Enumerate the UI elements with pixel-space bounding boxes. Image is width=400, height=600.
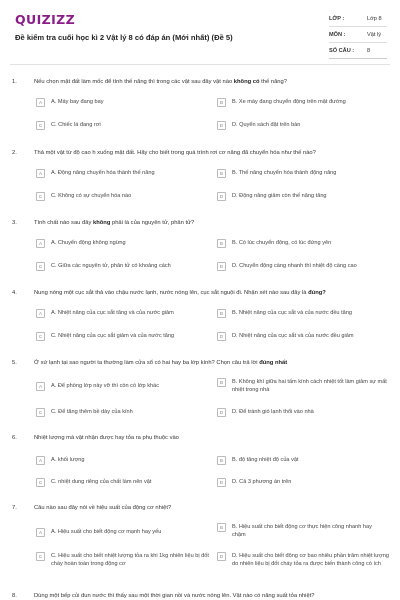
question-number: 3. — [12, 220, 17, 226]
option-letter-badge: B — [217, 309, 226, 318]
option-text: C. Chiếc lá đang rơi — [51, 122, 101, 128]
option-a[interactable] — [36, 170, 196, 178]
option-letter-badge: D — [217, 192, 226, 201]
option-letter-badge: D — [217, 552, 226, 561]
option-text: C. Giữa các nguyên tử, phân tử có khoảng cách — [51, 263, 171, 269]
option-text: B. Xe máy đang chuyển động trên mặt đường — [232, 99, 346, 105]
option-b[interactable] — [217, 240, 387, 248]
question-number: 2. — [12, 150, 17, 156]
question-number: 6. — [12, 435, 17, 441]
option-letter-badge: D — [217, 478, 226, 487]
option-letter-badge: C — [36, 192, 45, 201]
option-letter-badge: C — [36, 478, 45, 487]
option-letter-badge: C — [36, 408, 45, 417]
option-letter-badge: D — [217, 332, 226, 341]
option-text: A. Nhiệt năng của cục sắt tăng và của nước giảm — [51, 310, 174, 316]
option-text: A. Động năng chuyển hóa thành thế năng — [51, 170, 155, 176]
option-letter-badge: A — [36, 382, 45, 391]
option-d[interactable] — [217, 409, 389, 417]
option-text: A. Hiệu suất cho biết động cơ mạnh hay yếu — [51, 529, 162, 535]
option-b[interactable] — [217, 310, 392, 318]
question-text: Nếu chọn mặt đất làm mốc để tính thế năng thì trong các vật sau đây vật nào không có thế năng? — [34, 79, 287, 85]
question-number: 8. — [12, 593, 17, 599]
option-letter-badge: B — [217, 169, 226, 178]
option-letter-badge: D — [217, 262, 226, 271]
question-text: Nhiệt lượng mà vật nhận được hay tỏa ra phụ thuộc vào — [34, 435, 179, 441]
option-c[interactable] — [36, 263, 201, 271]
option-letter-badge: B — [217, 523, 226, 532]
option-b[interactable] — [217, 99, 387, 107]
option-text: D. Động năng giảm còn thế năng tăng — [232, 193, 327, 199]
option-c[interactable] — [36, 122, 196, 130]
option-b[interactable] — [217, 379, 389, 394]
option-text: B. Hiệu suất cho biết động cơ thực hiện công nhanh hay chậm — [232, 524, 372, 538]
option-letter-badge: C — [36, 121, 45, 130]
option-d[interactable] — [217, 479, 389, 487]
question-text: Câu nào sau đây nói về hiệu suất của động cơ nhiệt? — [34, 505, 172, 511]
option-letter-badge: C — [36, 332, 45, 341]
option-d[interactable] — [217, 553, 389, 568]
option-letter-badge: B — [217, 456, 226, 465]
option-text: C. Không có sự chuyển hóa nào — [51, 193, 132, 199]
question-number: 1. — [12, 79, 17, 85]
option-text: A. khối lượng — [51, 457, 85, 463]
meta-value: Lớp 8 — [367, 15, 382, 22]
option-text: A. Máy bay đang bay — [51, 99, 104, 105]
option-letter-badge: B — [217, 98, 226, 107]
header-divider — [10, 64, 390, 65]
option-c[interactable] — [36, 193, 196, 201]
question-text: Nung nóng một cục sắt thả vào chậu nước lạnh, nước nóng lên, cục sắt nguội đi. Nhận xét nào sau đây là đúng? — [34, 290, 326, 296]
quizizz-logo: QUIZIZZ — [15, 12, 76, 27]
option-a[interactable] — [36, 310, 206, 318]
option-letter-badge: A — [36, 456, 45, 465]
option-b[interactable] — [217, 457, 389, 465]
meta-value: Vật lý — [367, 31, 381, 38]
option-text: D. Cả 3 phương án trên — [232, 479, 292, 485]
option-text: D. Chuyển động càng nhanh thì nhiệt độ càng cao — [232, 263, 357, 269]
option-text: C. Để tăng thêm bề dày của kính — [51, 409, 133, 415]
option-text: C. Nhiệt năng của cục sắt giảm và của nước tăng — [51, 333, 175, 339]
question-number: 5. — [12, 360, 17, 366]
meta-row-count — [329, 43, 387, 59]
meta-label: SỐ CÂU : — [329, 47, 355, 54]
option-a[interactable] — [36, 383, 201, 391]
option-text: D. Để tránh gió lạnh thổi vào nhà — [232, 409, 314, 415]
option-text: C. nhiệt dung riêng của chất làm nên vật — [51, 479, 152, 485]
option-letter-badge: D — [217, 408, 226, 417]
option-text: A. Chuyển động không ngừng — [51, 240, 126, 246]
option-text: D. Quyển sách đặt trên bàn — [232, 122, 301, 128]
option-letter-badge: A — [36, 98, 45, 107]
question-number: 7. — [12, 505, 17, 511]
option-a[interactable] — [36, 529, 201, 537]
meta-value: 8 — [367, 47, 371, 54]
option-d[interactable] — [217, 122, 387, 130]
option-letter-badge: A — [36, 239, 45, 248]
option-text: B. Thế năng chuyển hóa thành động năng — [232, 170, 337, 176]
question-text: Dùng một bếp củi đun nước thì thấy sau một thời gian nồi và nước nóng lên. Vật nào có năng suất tỏa nhiệt? — [34, 593, 315, 599]
meta-label: LỚP : — [329, 15, 345, 22]
option-letter-badge: A — [36, 169, 45, 178]
question-text: Ở xứ lạnh tại sao người ta thường làm cửa sổ có hai hay ba lớp kính? Chọn câu trả lời đúng nhất — [34, 360, 288, 366]
option-d[interactable] — [217, 263, 392, 271]
meta-row-subject — [329, 27, 387, 43]
option-d[interactable] — [217, 333, 392, 341]
meta-row-class — [329, 11, 387, 27]
option-letter-badge: C — [36, 262, 45, 271]
option-b[interactable] — [217, 524, 387, 539]
page-header — [0, 0, 400, 62]
option-c[interactable] — [36, 479, 201, 487]
question-text: Thả một vật từ độ cao h xuống mặt đất. Hãy cho biết trong quá trình rơi cơ năng đã chuyển hóa như thế nào? — [34, 150, 316, 156]
option-text: A. Để phòng lớp này vỡ thì còn có lớp khác — [51, 383, 160, 389]
option-c[interactable] — [36, 409, 201, 417]
option-text: B. Nhiệt năng của cục sắt và của nước đều tăng — [232, 310, 352, 316]
option-letter-badge: B — [217, 378, 226, 387]
option-a[interactable] — [36, 457, 201, 465]
option-b[interactable] — [217, 170, 387, 178]
meta-label: MÔN : — [329, 31, 346, 38]
option-a[interactable] — [36, 240, 196, 248]
option-a[interactable] — [36, 99, 196, 107]
document-title: Đề kiểm tra cuối học kì 2 Vật lý 8 có đáp án (Mới nhất) (Đề 5) — [15, 33, 233, 42]
option-letter-badge: C — [36, 552, 45, 561]
option-letter-badge: A — [36, 528, 45, 537]
option-text: D. Nhiệt năng của cục sắt và của nước đều giảm — [232, 333, 354, 339]
option-c[interactable] — [36, 333, 211, 341]
option-text: B. Không khí giữa hai tấm kính cách nhiệt tốt làm giảm sự mất nhiệt trong nhà — [232, 379, 387, 393]
option-text: C. Hiệu suất cho biết nhiệt lượng tỏa ra khi 1kg nhiên liệu bị đốt cháy hoàn toàn trong động cơ — [51, 553, 209, 567]
question-number: 4. — [12, 290, 17, 296]
option-c[interactable] — [36, 553, 214, 568]
option-d[interactable] — [217, 193, 387, 201]
option-text: B. Có lúc chuyển động, có lúc đứng yên — [232, 240, 332, 246]
option-text: B. độ tăng nhiệt độ của vật — [232, 457, 299, 463]
option-letter-badge: A — [36, 309, 45, 318]
meta-table — [329, 11, 387, 59]
option-text: D. Hiệu suất cho biết động cơ bao nhiêu phần trăm nhiệt lượng do nhiên liệu bị đốt cháy tỏa ra được biến thành công có ích — [232, 553, 389, 567]
option-letter-badge: D — [217, 121, 226, 130]
question-text: Tính chất nào sau đây không phải là của nguyên tử, phân tử? — [34, 220, 195, 226]
option-letter-badge: B — [217, 239, 226, 248]
